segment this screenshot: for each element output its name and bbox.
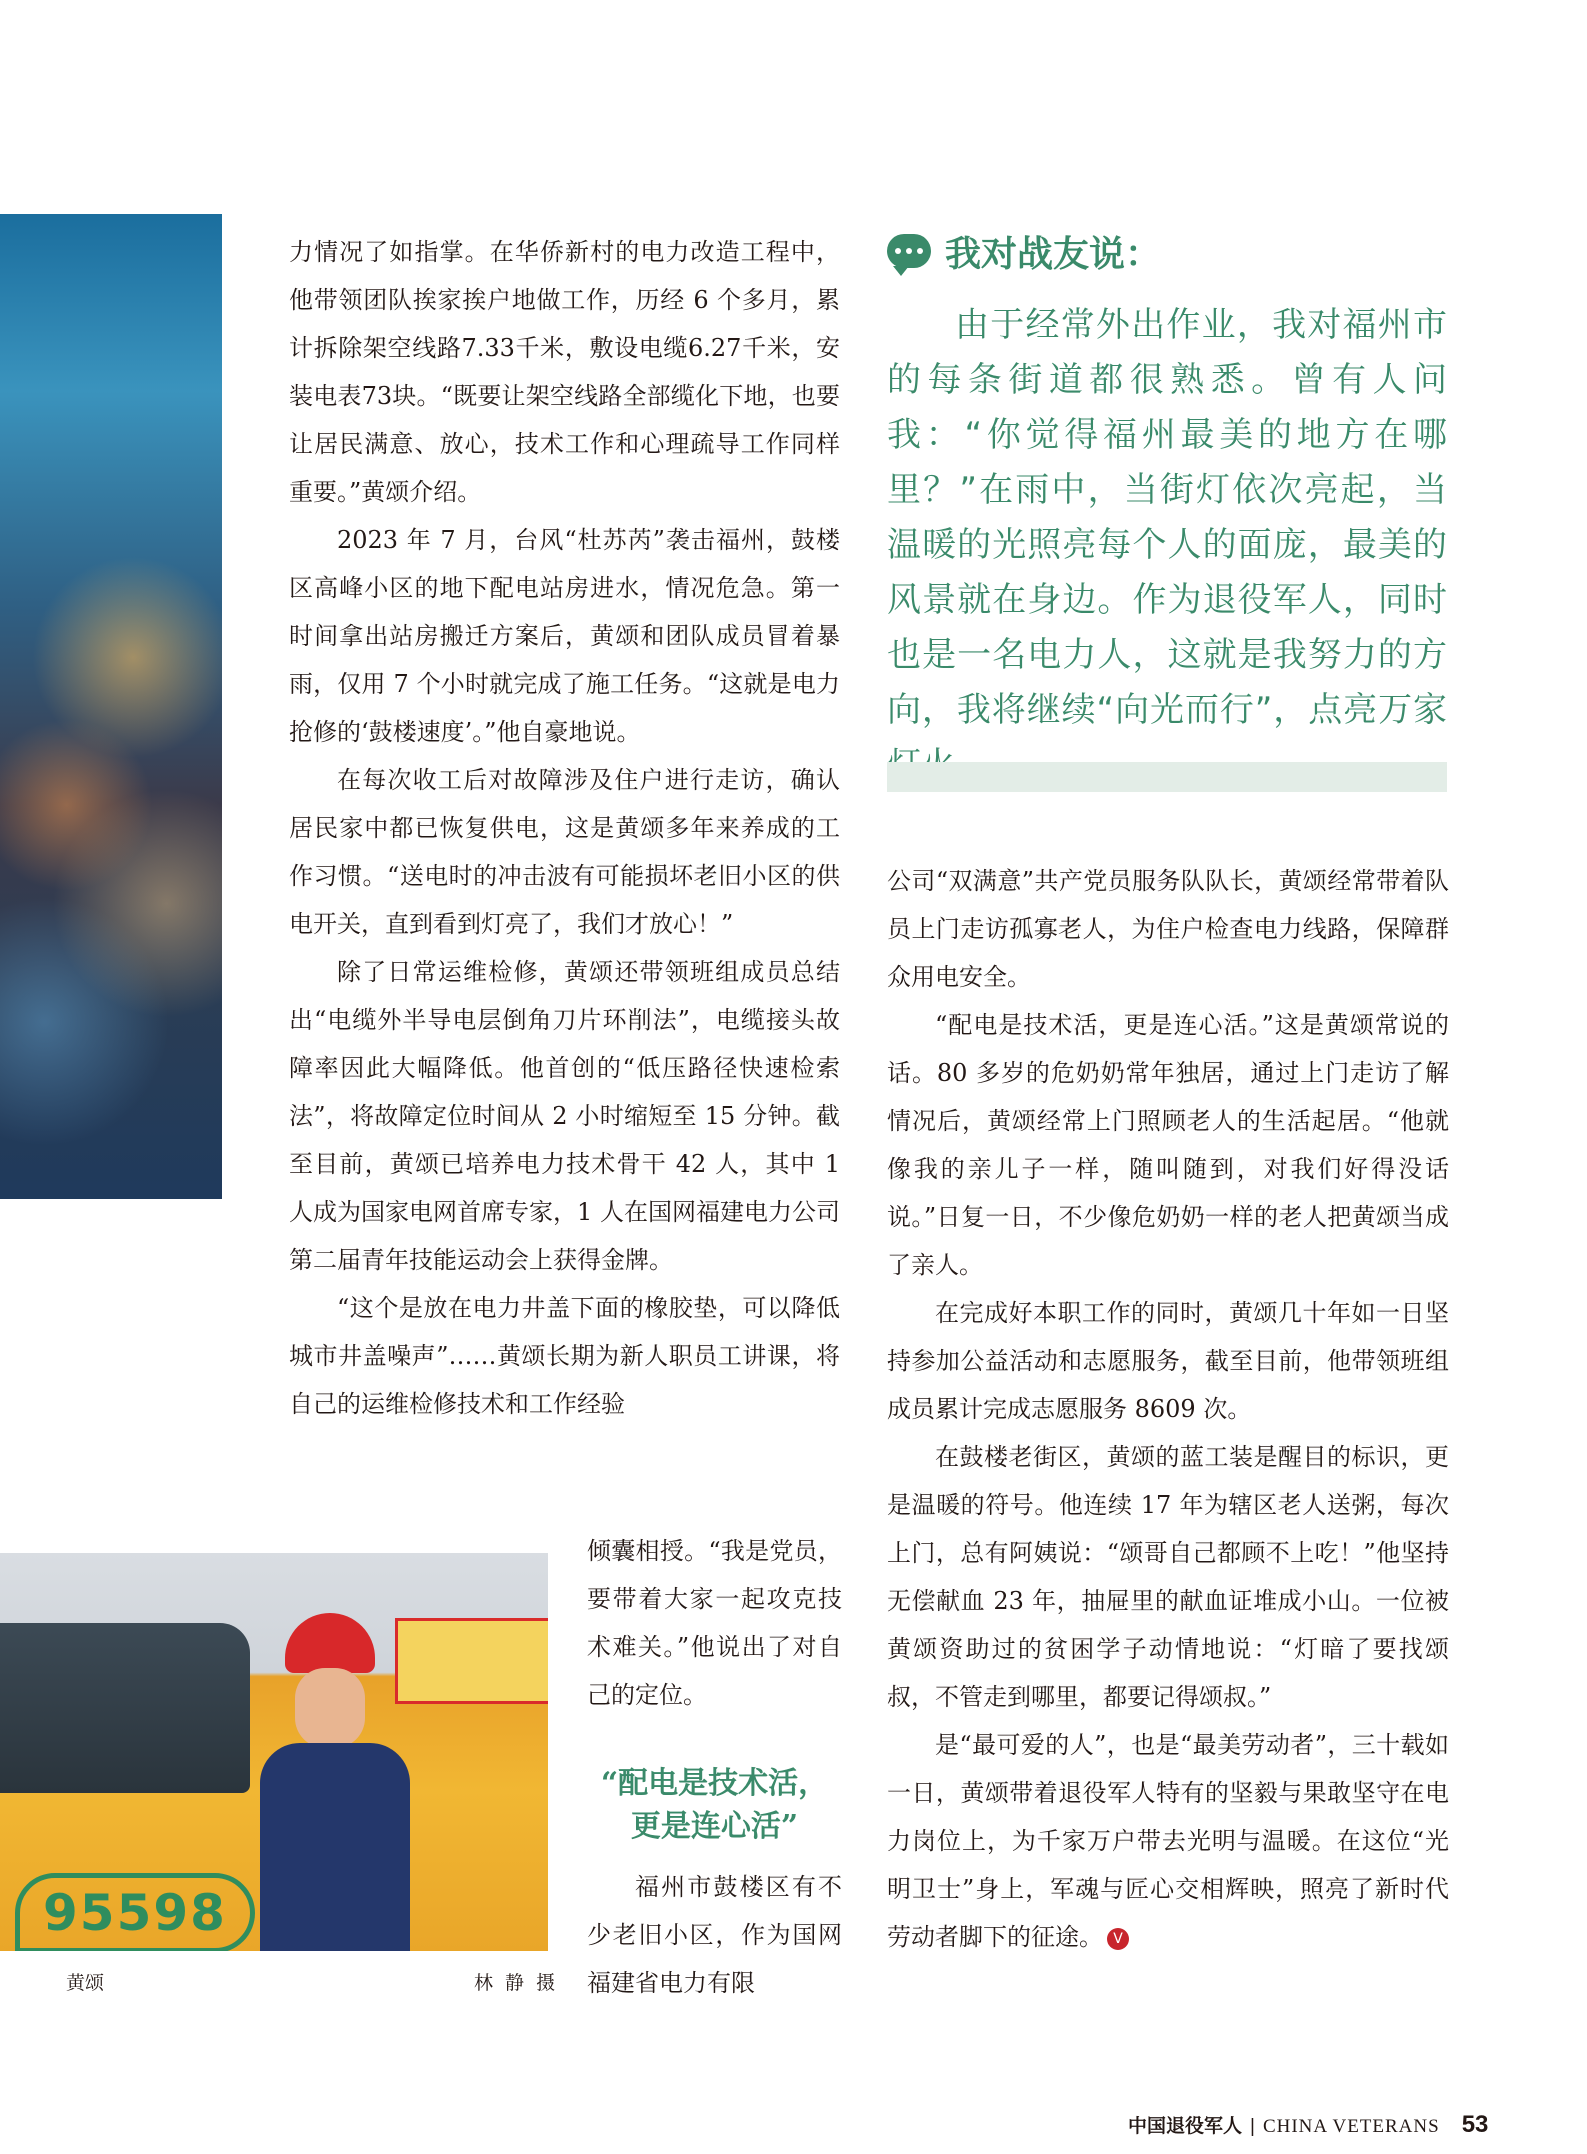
worker-photo <box>0 1553 548 1951</box>
magazine-name-cn: 中国退役军人 <box>1128 2116 1243 2137</box>
sidebar-title: 我对战友说： <box>945 233 1162 275</box>
paragraph: “配电是技术活，更是连心活。”这是黄颂常说的话。80 多岁的危奶奶常年独居，通过上门走访了解情况后，黄颂经常上门照顾老人的生活起居。“他就像我的亲儿子一样，随叫随到，对我们好得没话说。”日复一日，不少像危奶奶一样的老人把黄颂当成了亲人。 <box>887 1011 1449 1279</box>
paragraph: 福州市鼓楼区有不少老旧小区，作为国网福建省电力有限 <box>587 1873 842 1997</box>
city-night-photo <box>0 214 222 1199</box>
hotline-logo: 95598 <box>15 1873 255 1951</box>
paragraph: 2023 年 7 月，台风“杜苏芮”袭击福州，鼓楼区高峰小区的地下配电站房进水，情况危急。第一时间拿出站房搬迁方案后，黄颂和团队成员冒着暴雨，仅用 7 个小时就完成了施工任务。“这就是电力抢修的‘鼓楼速度’。”他自豪地说。 <box>289 526 840 746</box>
paragraph <box>887 1721 1449 1961</box>
page-number: 53 <box>1461 2111 1489 2138</box>
vehicle-window <box>0 1623 250 1793</box>
article-column-2 <box>887 857 1449 1961</box>
paragraph: 力情况了如指掌。在华侨新村的电力改造工程中，他带领团队挨家挨户地做工作，历经 6 个多月，累计拆除架空线路7.33千米，敷设电缆6.27千米，安装电表73块。“既要让架空线路全部缆化下地，也要让居民满意、放心，技术工作和心理疏导工作同样重要。”黄颂介绍。 <box>289 238 840 506</box>
paragraph: 公司“双满意”共产党员服务队队长，黄颂经常带着队员上门走访孤寡老人，为住户检查电力线路，保障群众用电安全。 <box>887 867 1449 991</box>
paragraph: 在每次收工后对故障涉及住户进行走访，确认居民家中都已恢复供电，这是黄颂多年来养成的工作习惯。“送电时的冲击波有可能损坏老旧小区的供电开关，直到看到灯亮了，我们才放心！” <box>289 766 840 938</box>
photo-caption-credit: 林 静 摄 <box>474 1972 559 1994</box>
magazine-name-en: CHINA VETERANS <box>1262 2116 1440 2137</box>
article-column-1-tail <box>587 1863 842 2007</box>
sidebar-divider <box>887 762 1447 792</box>
page-footer <box>1128 2111 1488 2139</box>
paragraph-text: 是“最可爱的人”，也是“最美劳动者”，三十载如一日，黄颂带着退役军人特有的坚毅与果敢坚守在电力岗位上，为千家万户带去光明与温暖。在这位“光明卫士”身上，军魂与匠心交相辉映，照亮了新时代劳动者脚下的征途。 <box>887 1731 1449 1951</box>
helmet-icon <box>285 1613 375 1673</box>
speech-bubble-icon <box>887 234 931 268</box>
article-column-1 <box>289 228 840 1428</box>
article-column-1-continued <box>587 1527 842 1719</box>
paragraph: 除了日常运维检修，黄颂还带领班组成员总结出“电缆外半导电层倒角刀片环削法”，电缆接头故障率因此大幅降低。他首创的“低压路径快速检索法”，将故障定位时间从 2 小时缩短至 15 分钟。截至目前，黄颂已培养电力技术骨干 42 人，其中 1 人成为国家电网首席专家，1 人在国网福建电力公司第二届青年技能运动会上获得金牌。 <box>289 958 840 1274</box>
photo-caption-name: 黄颂 <box>66 1972 105 1994</box>
worker-figure <box>250 1613 420 1951</box>
sidebar-heading <box>887 226 1161 276</box>
sidebar-quote: 由于经常外出作业，我对福州市的每条街道都很熟悉。曾有人问我：“你觉得福州最美的地方在哪里？”在雨中，当街灯依次亮起，当温暖的光照亮每个人的面庞，最美的风景就在身边。作为退役军人，同时也是一名电力人，这就是我努力的方向，我将继续“向光而行”，点亮万家 <box>887 305 1447 730</box>
footer-separator: | <box>1250 2116 1255 2137</box>
paragraph: 在鼓楼老街区，黄颂的蓝工装是醒目的标识，更是温暖的符号。他连续 17 年为辖区老人送粥，每次上门，总有阿姨说：“颂哥自己都顾不上吃！”他坚持无偿献血 23 年，抽屉里的献血证堆成小山。一位被黄颂资助过的贫困学子动情地说：“灯暗了要找颂叔，不管走到哪里，都要记得颂叔。” <box>887 1443 1449 1711</box>
paragraph: 在完成好本职工作的同时，黄颂几十年如一日坚持参加公益活动和志愿服务，截至目前，他带领班组成员累计完成志愿服务 8609 次。 <box>887 1299 1449 1423</box>
paragraph: 倾囊相授。“我是党员，要带着大家一起攻克技术难关。”他说出了对自己的定位。 <box>587 1537 842 1709</box>
end-mark-icon: V <box>1107 1928 1129 1950</box>
paragraph: “这个是放在电力井盖下面的橡胶垫，可以降低城市井盖噪声”……黄颂长期为新人职员工讲课，将自己的运维检修技术和工作经验 <box>289 1294 840 1418</box>
pull-quote: “配电是技术活，更是连心活” <box>600 1766 829 1844</box>
